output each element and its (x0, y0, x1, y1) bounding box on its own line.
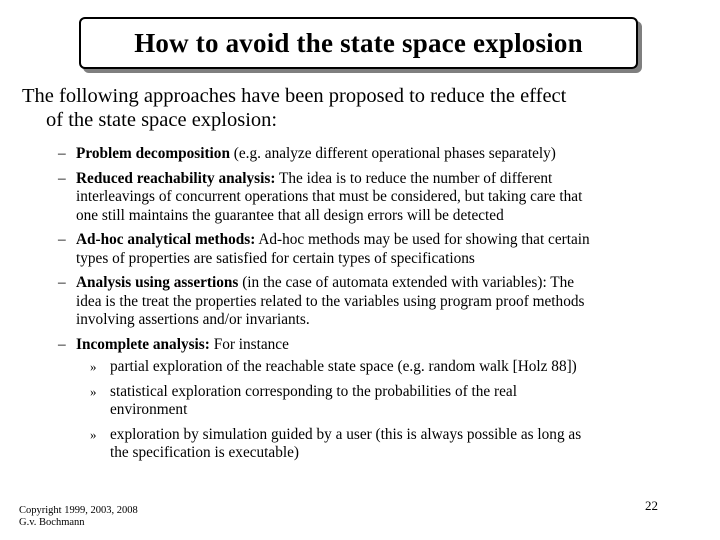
item-heading: Ad-hoc analytical methods: (76, 231, 256, 248)
page-number: 22 (645, 498, 658, 513)
raquo-bullet: » (90, 359, 97, 374)
sub-item-text: environment (110, 401, 188, 418)
copyright-footer (19, 505, 138, 529)
sub-item-text: partial exploration of the reachable state space (e.g. random walk [Holz 88]) (110, 358, 577, 375)
item-line (76, 170, 688, 189)
raquo-bullet: » (90, 383, 97, 399)
item-line (76, 231, 688, 250)
approach-item (58, 170, 688, 226)
dash-bullet: – (58, 169, 66, 187)
sub-list (76, 358, 688, 463)
dash-bullet: – (58, 145, 66, 162)
item-text: types of properties are satisfied for certain types of specifications (76, 249, 475, 267)
item-line (76, 336, 688, 355)
item-text: (e.g. analyze different operational phases separately) (233, 145, 556, 162)
author-line: G.v. Bochmann (19, 517, 85, 528)
item-text: involving assertions and/or invariants. (76, 311, 310, 328)
sub-item-text: exploration by simulation guided by a user (this is always possible as long as (110, 425, 582, 443)
sub-item (76, 358, 688, 377)
sub-item (76, 383, 688, 420)
item-line (76, 274, 688, 293)
intro-paragraph (22, 84, 692, 132)
approach-item (58, 145, 688, 164)
sub-item (76, 426, 688, 463)
slide-title: How to avoid the state space explosion (134, 27, 583, 58)
item-text: Ad-hoc methods may be used for showing that certain (258, 231, 590, 248)
item-text: The idea is to reduce the number of different (279, 169, 553, 187)
copyright-line: Copyright 1999, 2003, 2008 (19, 505, 138, 516)
item-text: (in the case of automata extended with variables): The (242, 274, 575, 291)
intro-line-1: The following approaches have been proposed to reduce the effect (22, 85, 567, 107)
slide-title-box (79, 17, 638, 69)
item-text: For instance (213, 335, 289, 353)
dash-bullet: – (58, 231, 66, 248)
item-text: interleavings of concurrent operations that must be considered, but taking care that (76, 188, 583, 205)
item-line (76, 145, 688, 164)
approach-item (58, 231, 688, 268)
sub-item-text: statistical exploration corresponding to the probabilities of the real (110, 382, 517, 400)
sub-item-text: the specification is executable) (110, 444, 300, 461)
raquo-bullet: » (90, 426, 97, 442)
intro-line-2: of the state space explosion: (46, 109, 278, 131)
dash-bullet: – (58, 274, 66, 291)
approach-list (58, 145, 688, 469)
approach-item (58, 336, 688, 463)
item-heading: Reduced reachability analysis: (76, 169, 276, 187)
dash-bullet: – (58, 335, 66, 353)
item-heading: Incomplete analysis: (76, 335, 210, 353)
approach-item (58, 274, 688, 330)
item-text: one still maintains the guarantee that all design errors will be detected (76, 206, 504, 224)
item-heading: Problem decomposition (76, 145, 230, 162)
item-heading: Analysis using assertions (76, 274, 239, 291)
item-text: idea is the treat the properties related to the variables using program proof methods (76, 292, 585, 310)
